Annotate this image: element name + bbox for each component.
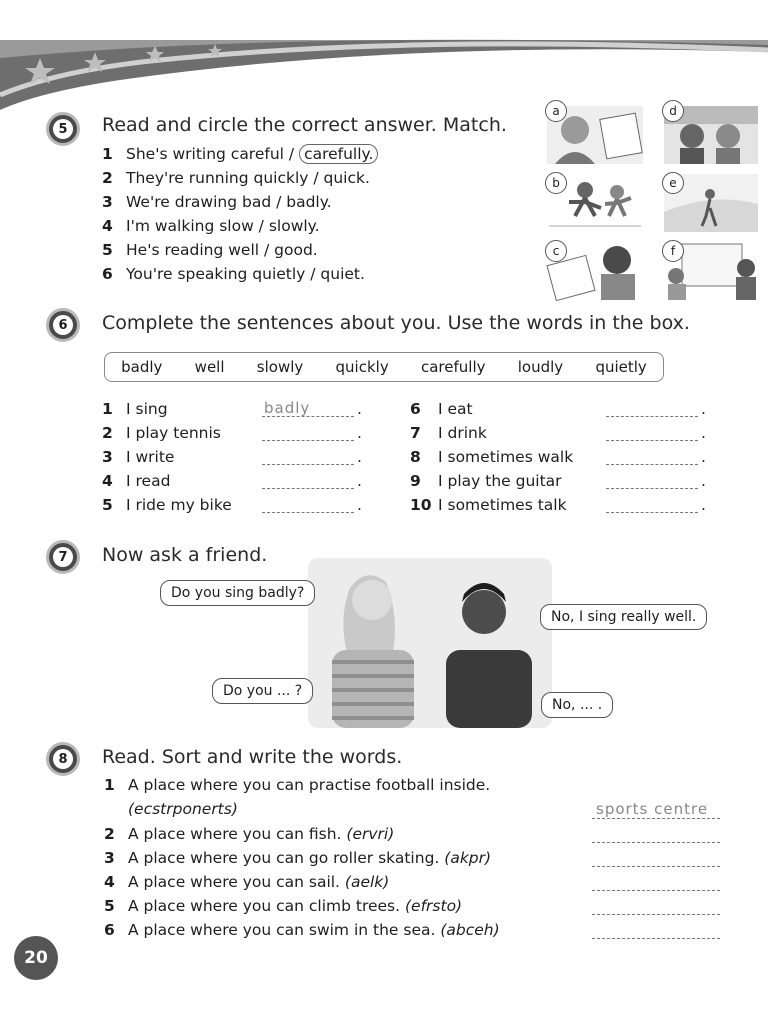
- picture-c-label: c: [545, 240, 567, 262]
- ex6-item-6: 6 I eat: [410, 400, 473, 418]
- ex6-blank-3[interactable]: [262, 450, 354, 465]
- ex8-item-6: 6 A place where you can swim in the sea. (abceh): [104, 921, 500, 939]
- ex8-item-2: 2 A place where you can fish. (ervri): [104, 825, 395, 843]
- word-quietly: quietly: [595, 358, 647, 376]
- full-stop: .: [357, 496, 362, 514]
- full-stop: .: [357, 400, 362, 418]
- speech-bubble-1: Do you sing badly?: [160, 580, 315, 606]
- ex8-item-1: 1 A place where you can practise football inside.: [104, 776, 491, 794]
- ex8-blank-6[interactable]: [592, 924, 720, 939]
- ex5-item-2: 2 They're running quickly / quick.: [102, 169, 370, 187]
- ex6-blank-2[interactable]: [262, 426, 354, 441]
- ex6-item-1: 1 I sing: [102, 400, 168, 418]
- picture-e-label: e: [662, 172, 684, 194]
- full-stop: .: [357, 424, 362, 442]
- full-stop: .: [701, 496, 706, 514]
- ex6-item-2: 2 I play tennis: [102, 424, 221, 442]
- full-stop: .: [701, 424, 706, 442]
- ex8-item-5: 5 A place where you can climb trees. (efrsto): [104, 897, 463, 915]
- ex8-answer-1: sports centre: [596, 800, 709, 818]
- ex8-clue-1: (ecstrponerts): [128, 800, 238, 818]
- ex6-answer-1: badly: [264, 399, 311, 417]
- exercise-6-badge: 6: [46, 308, 80, 342]
- full-stop: .: [701, 400, 706, 418]
- ex5-item-1: 1 She's writing careful / carefully.: [102, 145, 378, 163]
- header-banner: [0, 0, 768, 110]
- picture-f-label: f: [662, 240, 684, 262]
- word-slowly: slowly: [256, 358, 304, 376]
- exercise-8-badge: 8: [46, 742, 80, 776]
- full-stop: .: [701, 448, 706, 466]
- ex8-blank-2[interactable]: [592, 828, 720, 843]
- ex8-blank-5[interactable]: [592, 900, 720, 915]
- speech-bubble-2: No, I sing really well.: [540, 604, 707, 630]
- ex6-blank-8[interactable]: [606, 450, 698, 465]
- ex6-blank-6[interactable]: [606, 402, 698, 417]
- full-stop: .: [357, 472, 362, 490]
- exercise-7-badge: 7: [46, 540, 80, 574]
- word-carefully: carefully: [420, 358, 486, 376]
- ex8-item-3: 3 A place where you can go roller skating. (akpr): [104, 849, 492, 867]
- ex6-item-3: 3 I write: [102, 448, 175, 466]
- word-quickly: quickly: [335, 358, 389, 376]
- ex6-blank-10[interactable]: [606, 498, 698, 513]
- ex6-item-4: 4 I read: [102, 472, 171, 490]
- ex6-blank-9[interactable]: [606, 474, 698, 489]
- speech-bubble-3: Do you ... ?: [212, 678, 313, 704]
- ex6-item-7: 7 I drink: [410, 424, 487, 442]
- ex8-blank-4[interactable]: [592, 876, 720, 891]
- ex8-item-4: 4 A place where you can sail. (aelk): [104, 873, 390, 891]
- picture-b-label: b: [545, 172, 567, 194]
- ex6-blank-4[interactable]: [262, 474, 354, 489]
- page-number: 20: [14, 936, 58, 980]
- ex6-blank-7[interactable]: [606, 426, 698, 441]
- ex6-blank-5[interactable]: [262, 498, 354, 513]
- ex5-item-5: 5 He's reading well / good.: [102, 241, 318, 259]
- ex5-item-4: 4 I'm walking slow / slowly.: [102, 217, 320, 235]
- ex6-item-8: 8 I sometimes walk: [410, 448, 574, 466]
- exercise-8-instruction: Read. Sort and write the words.: [102, 746, 403, 768]
- picture-d-label: d: [662, 100, 684, 122]
- exercise-6-instruction: Complete the sentences about you. Use the words in the box.: [102, 312, 690, 334]
- picture-a-label: a: [545, 100, 567, 122]
- ex6-item-10: 10 I sometimes talk: [410, 496, 567, 514]
- ex5-item-6: 6 You're speaking quietly / quiet.: [102, 265, 365, 283]
- ex6-item-5: 5 I ride my bike: [102, 496, 232, 514]
- children-photo: [308, 558, 552, 728]
- word-loudly: loudly: [517, 358, 564, 376]
- speech-bubble-4: No, ... .: [541, 692, 613, 718]
- exercise-5-badge: 5: [46, 112, 80, 146]
- full-stop: .: [701, 472, 706, 490]
- exercise-7-instruction: Now ask a friend.: [102, 544, 268, 566]
- word-well: well: [194, 358, 225, 376]
- word-badly: badly: [121, 358, 163, 376]
- ex5-item-3: 3 We're drawing bad / badly.: [102, 193, 332, 211]
- exercise-5-instruction: Read and circle the correct answer. Match.: [102, 114, 507, 136]
- word-box: [104, 352, 664, 382]
- ex8-blank-3[interactable]: [592, 852, 720, 867]
- ex6-item-9: 9 I play the guitar: [410, 472, 562, 490]
- circled-answer: carefully.: [299, 144, 378, 164]
- full-stop: .: [357, 448, 362, 466]
